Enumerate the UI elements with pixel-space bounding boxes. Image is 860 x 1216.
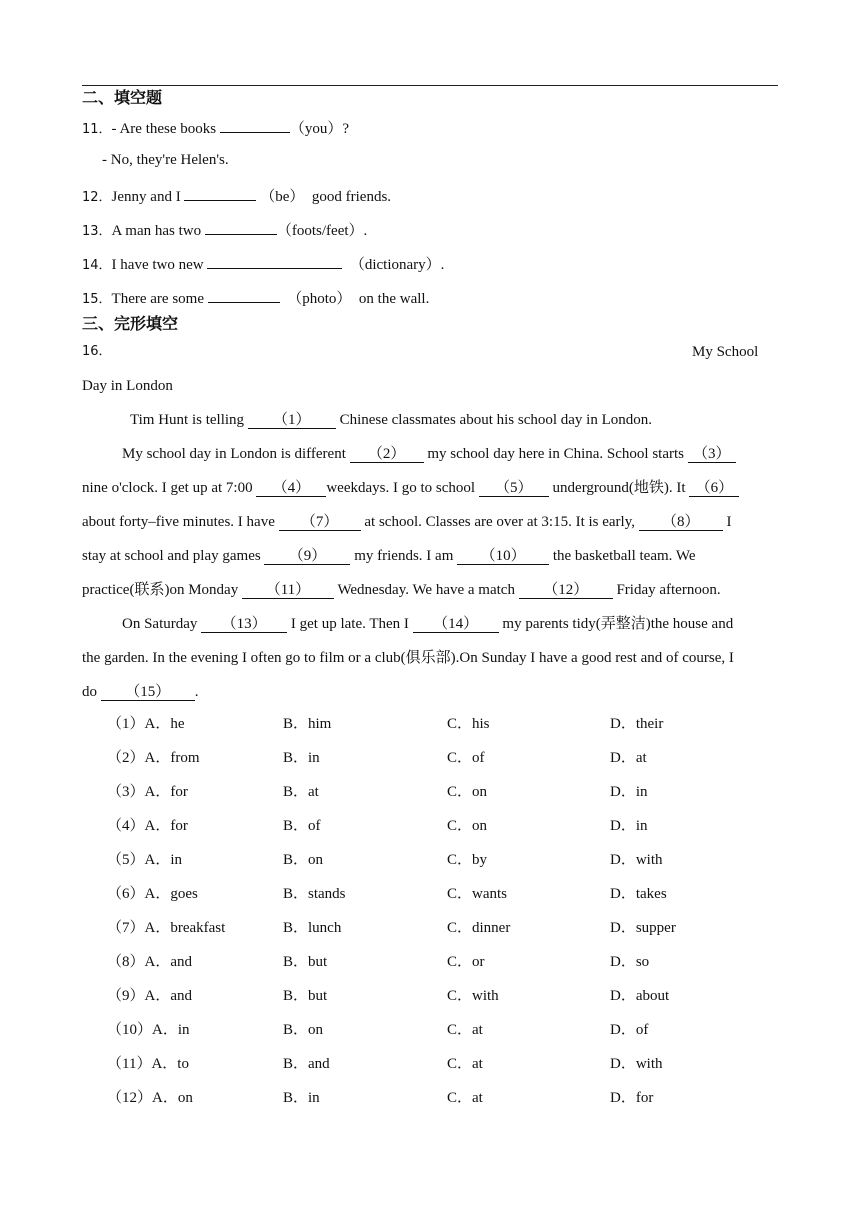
option-b[interactable]: B．but xyxy=(283,954,328,970)
answer-blank-15[interactable] xyxy=(208,286,280,303)
answer-blank-13[interactable] xyxy=(205,218,277,235)
option-b[interactable]: B．in xyxy=(283,1090,320,1106)
passage-line-6: practice(联系)on Monday （11） Wednesday. We have a match （12） Friday afternoon. xyxy=(82,582,721,598)
cloze-blank-5[interactable]: （5） xyxy=(479,478,549,497)
option-c[interactable]: C．with xyxy=(447,988,499,1004)
option-b[interactable]: B．and xyxy=(283,1056,330,1072)
passage-line-8: the garden. In the evening I often go to film or a club(俱乐部).On Sunday I have a good rest and of course, I xyxy=(82,650,734,666)
option-c[interactable]: C．wants xyxy=(447,886,508,902)
option-row xyxy=(0,1020,860,1040)
cloze-blank-12[interactable]: （12） xyxy=(519,580,613,599)
option-d[interactable]: D．in xyxy=(610,818,648,834)
option-b[interactable]: B．on xyxy=(283,1022,324,1038)
option-a[interactable]: （5）A．in xyxy=(107,852,183,868)
passage-line-5: stay at school and play games （9） my friends. I am （10） the basketball team. We xyxy=(82,548,696,564)
option-a[interactable]: （12）A．on xyxy=(107,1090,193,1106)
question-12: 12．Jenny and I （be） good friends. xyxy=(82,184,391,208)
answer-blank-14[interactable] xyxy=(207,252,342,269)
option-a[interactable]: （3）A．for xyxy=(107,784,188,800)
option-b[interactable]: B．him xyxy=(283,716,332,732)
section-2-title: 二、填空题 xyxy=(82,88,163,107)
passage-line-3: nine o'clock. I get up at 7:00 （4） weekdays. I go to school （5） underground(地铁). It （6） xyxy=(82,478,739,498)
option-row xyxy=(0,918,860,938)
section-3-title: 三、完形填空 xyxy=(82,314,179,333)
cloze-blank-2[interactable]: （2） xyxy=(350,444,424,463)
option-b[interactable]: B．at xyxy=(283,784,319,800)
option-a[interactable]: （7）A．breakfast xyxy=(107,920,226,936)
option-row xyxy=(0,782,860,802)
option-c[interactable]: C．at xyxy=(447,1090,483,1106)
option-a[interactable]: （9）A．and xyxy=(107,988,192,1004)
option-row xyxy=(0,816,860,836)
option-row xyxy=(0,850,860,870)
answer-blank-12[interactable] xyxy=(184,184,256,201)
option-a[interactable]: （4）A．for xyxy=(107,818,188,834)
option-b[interactable]: B．stands xyxy=(283,886,346,902)
passage-title-part1: My School xyxy=(692,344,759,360)
option-b[interactable]: B．on xyxy=(283,852,324,868)
passage-line-1: Tim Hunt is telling （1） Chinese classmates about his school day in London. xyxy=(130,412,653,428)
option-d[interactable]: D．with xyxy=(610,852,663,868)
option-d[interactable]: D．supper xyxy=(610,920,676,936)
option-a[interactable]: （11）A．to xyxy=(107,1056,189,1072)
cloze-blank-15[interactable]: （15） xyxy=(101,682,195,701)
option-c[interactable]: C．at xyxy=(447,1056,483,1072)
cloze-blank-11[interactable]: （11） xyxy=(242,580,334,599)
cloze-blank-4[interactable]: （4） xyxy=(256,478,326,497)
option-c[interactable]: C．on xyxy=(447,784,488,800)
header-rule xyxy=(82,85,778,86)
option-row xyxy=(0,1054,860,1074)
option-a[interactable]: （2）A．from xyxy=(107,750,200,766)
option-a[interactable]: （6）A．goes xyxy=(107,886,198,902)
cloze-blank-6[interactable]: （6） xyxy=(689,478,739,497)
option-row xyxy=(0,884,860,904)
option-row xyxy=(0,714,860,734)
cloze-blank-13[interactable]: （13） xyxy=(201,614,287,633)
question-11: 11．- Are these books （you）? xyxy=(82,116,349,140)
cloze-blank-9[interactable]: （9） xyxy=(264,546,350,565)
option-d[interactable]: D．of xyxy=(610,1022,649,1038)
option-d[interactable]: D．about xyxy=(610,988,670,1004)
option-b[interactable]: B．in xyxy=(283,750,320,766)
option-d[interactable]: D．so xyxy=(610,954,650,970)
question-11-response: - No, they're Helen's. xyxy=(102,152,229,168)
option-a[interactable]: （10）A．in xyxy=(107,1022,190,1038)
option-row xyxy=(0,952,860,972)
cloze-blank-1[interactable]: （1） xyxy=(248,410,336,429)
passage-line-2: My school day in London is different （2） my school day here in China. School starts （3） xyxy=(122,444,736,464)
option-b[interactable]: B．lunch xyxy=(283,920,342,936)
option-c[interactable]: C．or xyxy=(447,954,485,970)
option-c[interactable]: C．on xyxy=(447,818,488,834)
option-d[interactable]: D．for xyxy=(610,1090,654,1106)
option-row xyxy=(0,986,860,1006)
passage-line-4: about forty–five minutes. I have （7） at school. Classes are over at 3:15. It is early, （8） I xyxy=(82,514,732,530)
option-c[interactable]: C．of xyxy=(447,750,485,766)
passage-line-7: On Saturday （13） I get up late. Then I （14） my parents tidy(弄整洁)the house and xyxy=(122,616,734,632)
option-c[interactable]: C．at xyxy=(447,1022,483,1038)
option-d[interactable]: D．at xyxy=(610,750,647,766)
question-15: 15．There are some （photo） on the wall. xyxy=(82,286,429,310)
option-b[interactable]: B．of xyxy=(283,818,321,834)
option-a[interactable]: （1）A．he xyxy=(107,716,185,732)
option-row xyxy=(0,748,860,768)
option-row xyxy=(0,1088,860,1108)
question-13: 13．A man has two （foots/feet）. xyxy=(82,218,367,242)
option-d[interactable]: D．with xyxy=(610,1056,663,1072)
option-c[interactable]: C．by xyxy=(447,852,488,868)
answer-blank-11[interactable] xyxy=(220,116,290,133)
cloze-blank-10[interactable]: （10） xyxy=(457,546,549,565)
option-d[interactable]: D．takes xyxy=(610,886,667,902)
option-d[interactable]: D．their xyxy=(610,716,664,732)
passage-line-9: do （15） . xyxy=(82,684,199,700)
option-a[interactable]: （8）A．and xyxy=(107,954,192,970)
cloze-blank-8[interactable]: （8） xyxy=(639,512,723,531)
question-16-number: 16． xyxy=(82,344,112,359)
cloze-blank-14[interactable]: （14） xyxy=(413,614,499,633)
cloze-blank-3[interactable]: （3） xyxy=(688,444,736,463)
cloze-blank-7[interactable]: （7） xyxy=(279,512,361,531)
option-d[interactable]: D．in xyxy=(610,784,648,800)
option-c[interactable]: C．his xyxy=(447,716,490,732)
question-14: 14．I have two new （dictionary）. xyxy=(82,252,444,276)
option-b[interactable]: B．but xyxy=(283,988,328,1004)
option-c[interactable]: C．dinner xyxy=(447,920,511,936)
passage-title-part2: Day in London xyxy=(82,378,173,394)
